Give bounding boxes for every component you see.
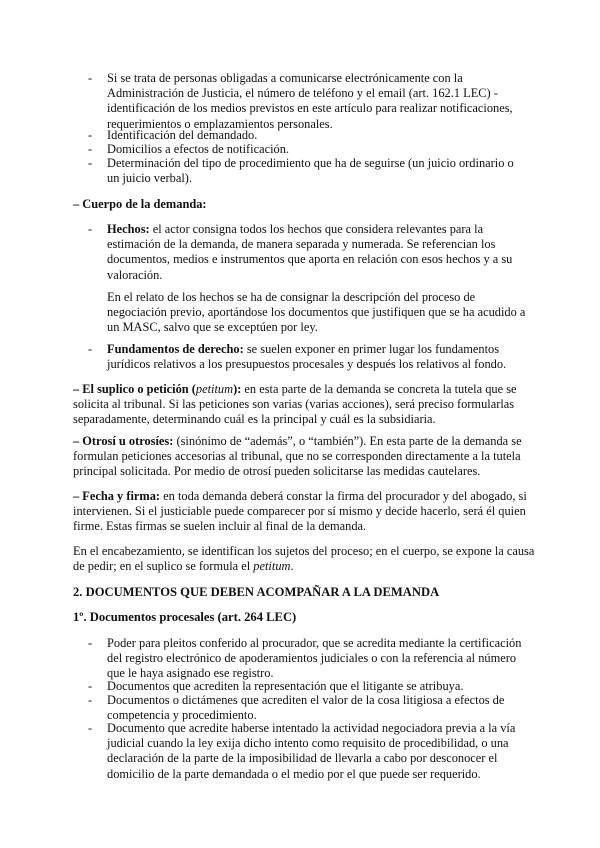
section-heading-cuerpo: – Cuerpo de la demanda: <box>73 197 207 211</box>
hechos-paragraph-2: En el relato de los hechos se ha de consignar la descripción del proceso de negociación previo, aportándose los documentos que justifiquen que se ha acudido a un MASC, salvo que se exceptúen por ley. <box>107 290 526 335</box>
list-item-text: Determinación del tipo de procedimiento que ha de seguirse (un juicio ordinario o un juicio verbal). <box>107 156 514 186</box>
list-item-text: Identificación del demandado. <box>107 128 258 142</box>
hechos-text: el actor consigna todos los hechos que considera relevantes para la estimación de la demanda, de manera separada y numerada. Se referencian los documentos, medios e instrumentos que aporta en relación con esos hechos y a su valoración. <box>107 222 513 282</box>
list-dash: - <box>88 71 93 85</box>
list-dash: - <box>88 636 93 650</box>
list-item-text: Documentos o dictámenes que acrediten el valor de la cosa litigiosa a efectos de competencia y procedimiento. <box>107 693 505 723</box>
encabezamiento-italic: petitum <box>253 559 291 574</box>
encabezamiento-text: En el encabezamiento, se identifican los sujetos del proceso; en el cuerpo, se expone la causa de pedir; en el suplico se formula el <box>73 544 535 574</box>
fundamentos-label: Fundamentos de derecho: <box>107 342 244 356</box>
list-dash: - <box>88 679 93 693</box>
otrosi-text: (sinónimo de “además”, o “también”). En esta parte de la demanda se formulan peticiones accesorias al tribunal, que no se corresponden directamente a la tutela principal solicitada. Por medio de otrosí pueden solicitarse las medidas cautelares. <box>73 434 522 479</box>
suplico-label-a: – El suplico o petición ( <box>73 382 196 396</box>
fundamentos-text: se suelen exponer en primer lugar los fundamentos jurídicos relativos a los presupuestos procesales y después los relativos al fondo. <box>107 342 507 372</box>
list-item-text: Documento que acredite haberse intentado la actividad negociadora previa a la vía judicial cuando la ley exija dicho intento como requisito de procedibilidad, o una declaración de la parte de la imposibilidad de llevarla a cabo por desconocer el domicilio de la parte demandada o el medio por el que puede ser requerido. <box>107 721 516 781</box>
encabezamiento-end: . <box>290 559 294 574</box>
list-dash: - <box>88 721 93 735</box>
hechos-label: Hechos: <box>107 222 150 236</box>
list-item-text: Documentos que acrediten la representación que el litigante se atribuya. <box>107 679 464 693</box>
list-dash: - <box>88 128 93 142</box>
list-item <box>88 71 528 133</box>
suplico-label <box>73 382 241 396</box>
suplico-paragraph <box>73 382 535 428</box>
list-dash: - <box>88 142 93 156</box>
list-item-text: Domicilios a efectos de notificación. <box>107 142 290 156</box>
list-dash: - <box>88 342 93 356</box>
otrosi-paragraph <box>73 434 535 480</box>
fecha-firma-label: – Fecha y firma: <box>73 489 161 503</box>
suplico-label-italic: petitum <box>195 382 234 396</box>
fecha-firma-paragraph <box>73 489 535 535</box>
hechos-paragraph <box>107 222 533 283</box>
list-item-text: Si se trata de personas obligadas a comunicarse electrónicamente con la Administración de Justicia, el número de teléfono y el email (art. 162.1 LEC) - identificación de los medios previstos en este artículo para realizar notificaciones, requerimientos o emplazamientos personales. <box>107 71 513 131</box>
suplico-text: en esta parte de la demanda se concreta la tutela que se solicita al tribunal. Si las peticiones son varias (varias acciones), será preciso formularlas separadamente, determinando cuál es la principal y cuál es la subsidiaria. <box>73 382 517 427</box>
list-dash: - <box>88 156 93 170</box>
fundamentos-paragraph <box>107 342 533 372</box>
list-dash: - <box>88 222 93 236</box>
encabezamiento-paragraph <box>73 544 535 574</box>
list-item-text: Poder para pleitos conferido al procurador, que se acredita mediante la certificación del registro electrónico de apoderamientos judiciales o con la referencia al número que le haya asignado ese registro. <box>107 636 522 681</box>
section-subtitle: 1º. Documentos procesales (art. 264 LEC) <box>73 610 297 624</box>
fecha-firma-text: en toda demanda deberá constar la firma del procurador y del abogado, si intervienen. Si el justiciable puede comparecer por sí mismo y decide hacerlo, será él quien firme. Estas firmas se suelen incluir al final de la demanda. <box>73 489 527 534</box>
otrosi-label: – Otrosí u otrosíes: <box>73 434 174 448</box>
suplico-label-b: ): <box>233 382 242 396</box>
section-title: 2. DOCUMENTOS QUE DEBEN ACOMPAÑAR A LA DEMANDA <box>73 585 440 599</box>
list-dash: - <box>88 693 93 707</box>
